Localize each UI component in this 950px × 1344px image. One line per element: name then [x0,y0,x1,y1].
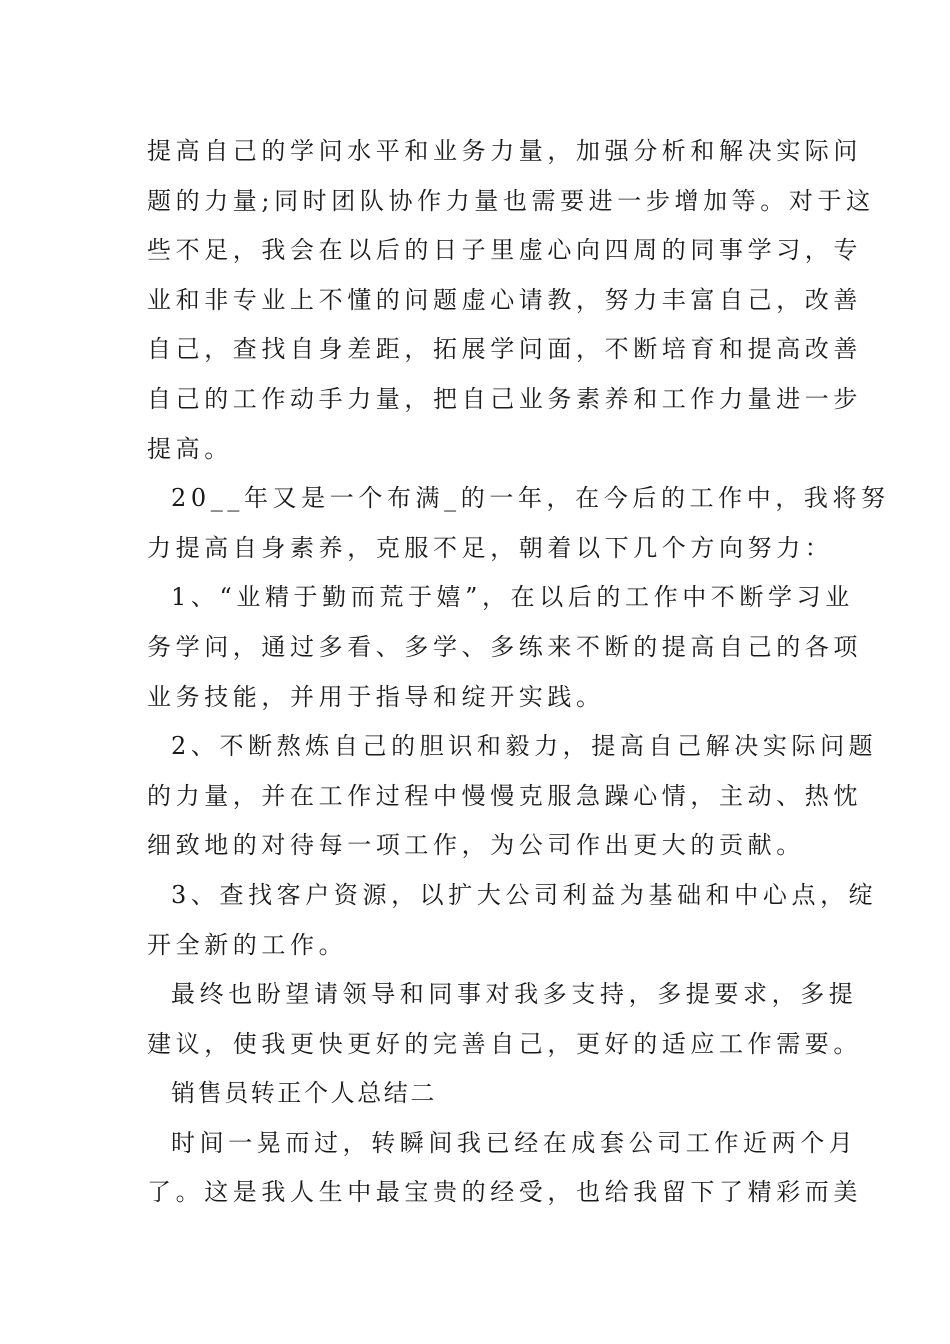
text-line: 业和非专业上不懂的问题虚心请教，努力丰富自己，改善 [147,285,862,314]
document-body [147,127,890,1218]
text-line: 业务技能，并用于指导和绽开实践。 [147,682,605,711]
list-item-2: 2、不断熬炼自己的胆识和毅力，提高自己解决实际问题 [171,732,878,761]
text-line: 务学问，通过多看、多学、多练来不断的提高自己的各项 [147,632,862,661]
text-line: 细致地的对待每一项工作，为公司作出更大的贡献。 [147,831,805,860]
text-line: 自己，查找自身差距，拓展学问面，不断培育和提高改善 [147,335,862,364]
text-line: 了。这是我人生中最宝贵的经受，也给我留下了精彩而美 [147,1178,862,1207]
list-item-1: 1、“业精于勤而荒于嬉”，在以后的工作中不断学习业 [171,583,854,612]
text-line: 开全新的工作。 [147,930,348,959]
section-heading: 销售员转正个人总结二 [171,1079,437,1108]
text-line: 最终也盼望请领导和同事对我多支持，多提要求，多提 [171,980,858,1009]
text-line: 建议，使我更快更好的完善自己，更好的适应工作需要。 [147,1029,862,1058]
text-line: 些不足，我会在以后的日子里虚心向四周的同事学习，专 [147,236,862,265]
text-line: 提高自己的学问水平和业务力量，加强分析和解决实际问 [147,137,862,165]
text-line: 题的力量;同时团队协作力量也需要进一步增加等。对于这 [147,186,875,215]
text-line: 力提高自身素养，克服不足，朝着以下几个方向努力： [147,533,834,562]
text-line: 时间一晃而过，转瞬间我已经在成套公司工作近两个月 [171,1128,858,1157]
text-line: 自己的工作动手力量，把自己业务素养和工作力量进一步 [147,384,862,413]
text-line: 20__年又是一个布满_的一年，在今后的工作中，我将努 [171,484,890,513]
text-line: 提高。 [147,434,233,463]
text-line: 的力量，并在工作过程中慢慢克服急躁心情，主动、热忱 [147,781,862,810]
list-item-3: 3、查找客户资源，以扩大公司利益为基础和中心点，绽 [171,880,878,909]
